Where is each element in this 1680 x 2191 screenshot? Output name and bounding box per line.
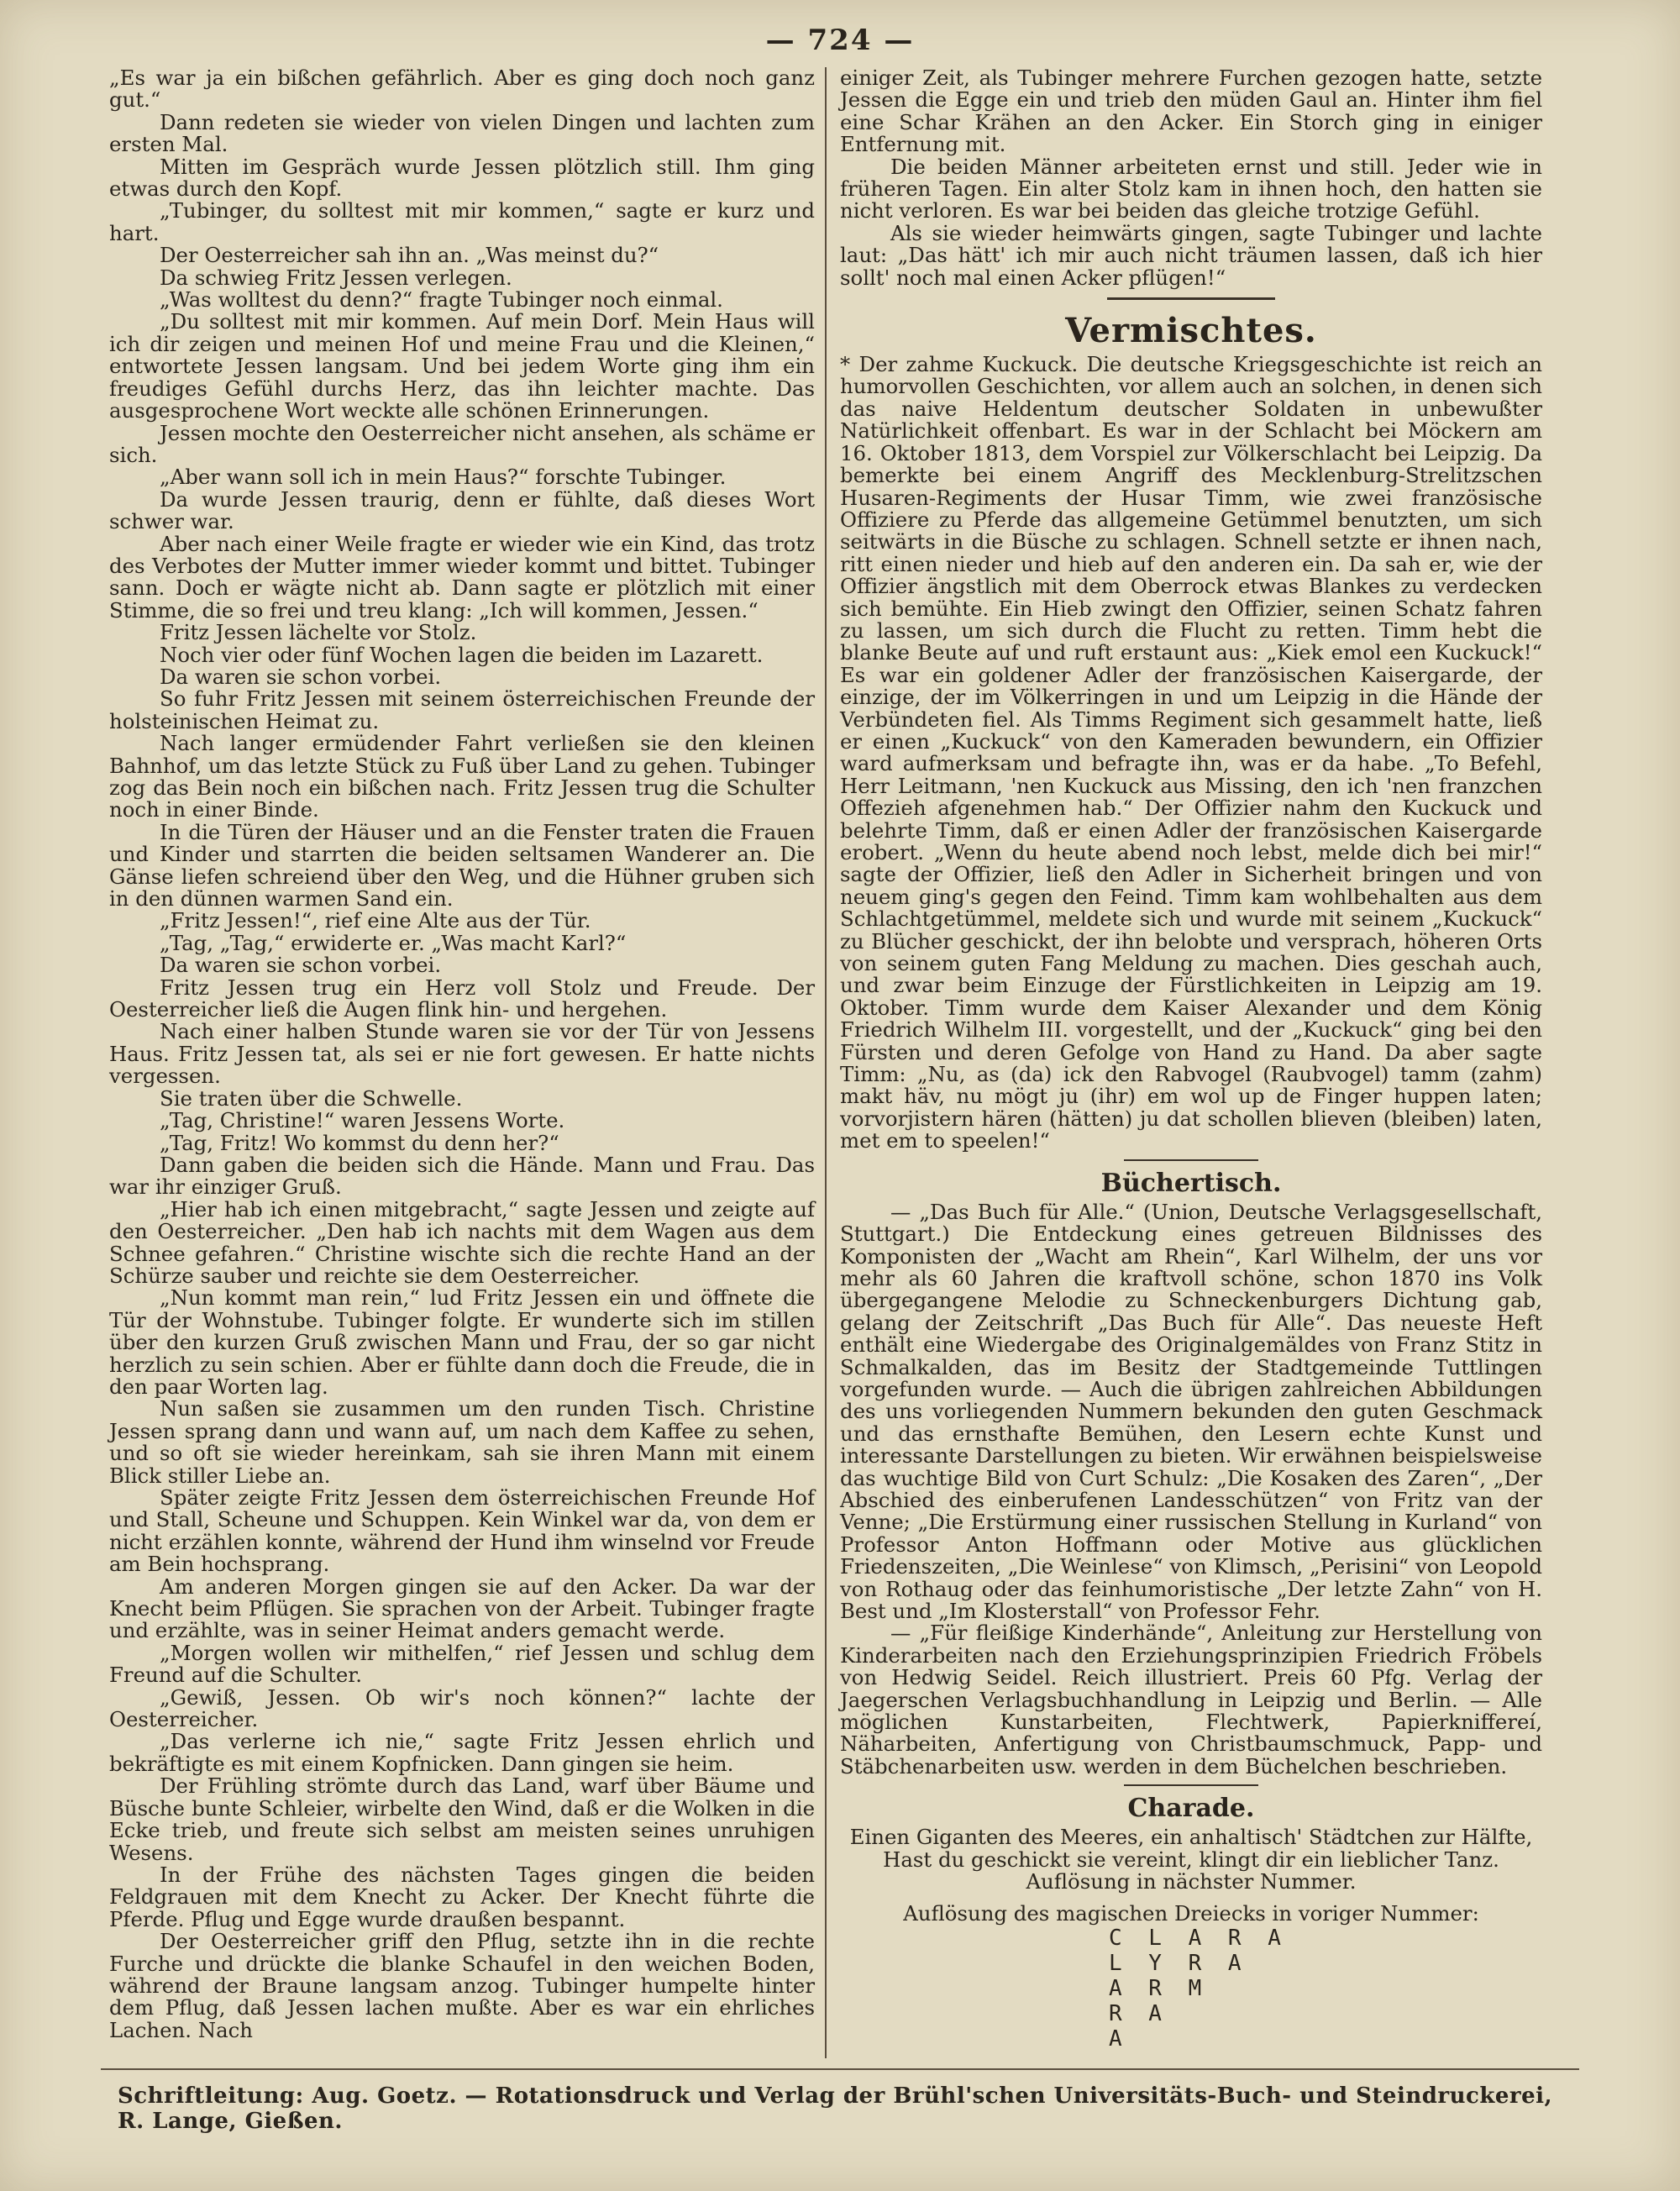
story-paragraph: Nun saßen sie zusammen um den runden Tisch. Christine Jessen sprang dann und wann auf, um nach dem Kaffee zu sehen, und so oft sie wieder hereinkam, sah sie ihren Mann mit einem Blick stiller Liebe an. — [109, 1396, 815, 1488]
story-paragraph: Später zeigte Fritz Jessen dem österreichischen Freunde Hof und Stall, Scheune und Schuppen. Kein Winkel war da, von dem er nicht erzählen konnte, während der Hund ihm winselnd vor Freude am Bein hochsprang. — [109, 1485, 815, 1577]
charade-heading: Charade. — [1127, 1794, 1255, 1824]
solution-row: A R M — [1109, 1975, 1209, 2001]
story-paragraph: Dann gaben die beiden sich die Hände. Mann und Frau. Das war ihr einziger Gruß. — [109, 1152, 815, 1200]
story-paragraph: Aber nach einer Weile fragte er wieder wie ein Kind, das trotz des Verbotes der Mutter immer wieder kommt und bittet. Tubinger sann. Doch er wägte nicht ab. Dann sagte er plötzlich mit einer Stimme, die so frei und treu klang: „Ich will kommen, Jessen.“ — [109, 531, 815, 623]
column-divider — [825, 67, 827, 2058]
buechertisch-heading: Büchertisch. — [1100, 1168, 1282, 1198]
story-paragraph: „Tag, „Tag,“ erwiderte er. „Was macht Karl?“ — [160, 930, 627, 955]
story-paragraph: Die beiden Männer arbeiteten ernst und still. Jeder wie in früheren Tagen. Ein alter Stolz kam in ihnen hoch, den hatten sie nicht verloren. Es war bei beiden das gleiche trotzige Gefühl. — [840, 154, 1542, 223]
story-paragraph: Da waren sie schon vorbei. — [160, 953, 442, 978]
story-paragraph: Fritz Jessen trug ein Herz voll Stolz und Freude. Der Oesterreicher ließ die Augen flink hin- und hergehen. — [109, 975, 815, 1022]
imprint-footer: Schriftleitung: Aug. Goetz. — Rotationsdruck und Verlag der Brühl'schen Universitäts-Buch- und Steindruckerei, R. Lange, Gießen. — [118, 2083, 1553, 2134]
story-paragraph: Als sie wieder heimwärts gingen, sagte Tubinger und lachte laut: „Das hätt' ich mir auch nicht träumen lassen, daß ich hier sollt' noch mal einen Acker pflügen!“ — [840, 220, 1542, 290]
solution-row: R A — [1109, 2000, 1168, 2026]
story-continuation — [840, 67, 1542, 289]
vermischtes-article: * Der zahme Kuckuck. Die deutsche Kriegsgeschichte ist reich an humorvollen Geschichten, vor allem auch an solchen, in denen sich das naive Heldentum deutscher Soldaten in unbewußter Natürlichkeit offenbart. Es war in der Schlacht bei Möckern am 16. Oktober 1813, dem Vorspiel zur Völkerschlacht bei Leipzig. Da bemerkte bei einem Angriff des Mecklenburg-Strelitzschen Husaren-Regiments der Husar Timm, wie zwei französische Offiziere zu Pferde das allgemeine Getümmel benutzten, um sich seitwärts in die Büsche zu schlagen. Schnell setzte er ihnen nach, ritt einen nieder und hieb auf den anderen ein. Da sah er, wie der Offizier ängstlich mit dem Oberrock etwas Blankes zu verdecken sich bemühte. Ein Hieb zwingt den Offizier, seinen Schatz fahren zu lassen, um sich durch die Flucht zu retten. Timm hebt die blanke Beute auf und ruft erstaunt aus: „Kiek emol een Kuckuck!“ Es war ein goldener Adler der französischen Kaisergarde, der einzige, der im Völkerringen in und um Leipzig in die Hände der Verbündeten fiel. Als Timms Regiment sich gesammelt hatte, ließ er einen „Kuckuck“ von den Kameraden bewundern, ein Offizier ward aufmerksam und befragte ihn, was er da habe. „To Befehl, Herr Leitmann, 'nen Kuckuck aus Missing, den ich 'nen franzchen Offezieh afgenehmen hab.“ Der Offizier nahm den Kuckuck und belehrte Timm, daß er einen Adler der französischen Kaisergarde erobert. „Wenn du heute abend noch lebst, melde dich bei mir!“ sagte der Offizier, ließ den Adler in Sicherheit bringen und von neuem ging's gegen den Feind. Timm kam wohlbehalten aus dem Schlachtgetümmel, meldete sich und wurde mit seinem „Kuckuck“ zu Blücher geschickt, der ihn belobte und versprach, höheren Orts von seinem guten Fang Meldung zu machen. Dies geschah auch, und zwar beim Einzuge der Fürstlichkeiten in Leipzig am 19. Oktober. Timm wurde dem Kaiser Alexander und dem König Friedrich Wilhelm III. vorgestellt, und der „Kuckuck“ ging bei den Fürsten und deren Gefolge von Hand zu Hand. Da aber sagte Timm: „Nu, as (da) ick den Rabvogel (Raubvogel) tamm (zahm) makt häv, nu mögt ju (ihr) em wol up de Finger huppen laten; vorvorjistern hären (hätten) ju dat schollen blieven (bleiben) laten, met em to speelen!“ — [840, 352, 1542, 1153]
book-review: — „Für fleißige Kinderhände“, Anleitung zur Herstellung von Kinderarbeiten nach den Erziehungsprinzipien Friedrich Fröbels von Hedwig Seidel. Reich illustriert. Preis 60 Pfg. Verlag der Jaegerschen Verlagsbuchhandlung in Leipzig und Berlin. — Alle möglichen Kunstarbeiten, Flechtwerk, Papierkniffereí, Näharbeiten, Anfertigung von Christbaumschmuck, Papp- und Stäbchenarbeiten usw. werden in dem Büchelchen beschrieben. — [840, 1621, 1542, 1779]
story-paragraph: Da schwieg Fritz Jessen verlegen. — [160, 265, 512, 290]
story-paragraph: Noch vier oder fünf Wochen lagen die beiden im Lazarett. — [160, 642, 764, 667]
footer-rule — [101, 2068, 1579, 2070]
story-paragraph: Am anderen Morgen gingen sie auf den Acker. Da war der Knecht beim Pflügen. Sie sprachen von der Arbeit. Tubinger fragte und erzählte, was in seiner Heimat anders gemacht werde. — [109, 1574, 815, 1643]
story-paragraph: Nach einer halben Stunde waren sie vor der Tür von Jessens Haus. Fritz Jessen tat, als sei er nie fort gewesen. Er hatte nichts vergessen. — [109, 1019, 815, 1089]
story-paragraph: Fritz Jessen lächelte vor Stolz. — [160, 620, 477, 645]
story-paragraph: „Gewiß, Jessen. Ob wir's noch können?“ lachte der Oesterreicher. — [109, 1684, 815, 1732]
page-number: — 724 — — [765, 24, 915, 57]
section-separator — [1124, 1159, 1258, 1161]
right-column — [840, 67, 1542, 2052]
story-paragraph: Der Oesterreicher griff den Pflug, setzte ihn in die rechte Furche und drückte die blanke Schaufel in den weichen Boden, während der Braune langsam anzog. Tubinger humpelte hinter dem Pflug, daß Jessen lachen mußte. Aber es war ein ehrliches Lachen. Nach — [109, 1929, 815, 2042]
story-paragraph: „Tubinger, du solltest mit mir kommen,“ sagte er kurz und hart. — [109, 198, 815, 245]
story-paragraph: Sie traten über die Schwelle. — [160, 1085, 463, 1111]
solution-row: A — [1109, 2025, 1129, 2052]
story-paragraph: In die Türen der Häuser und an die Fenster traten die Frauen und Kinder und starrten die beiden seltsamen Wanderer an. Die Gänse liefen schreiend über den Weg, und die Hühner gruben sich in den dünnen warmen Sand ein. — [109, 819, 815, 912]
magic-triangle-solution — [1109, 1926, 1542, 2052]
story-paragraph: Der Oesterreicher sah ihn an. „Was meinst du?“ — [160, 243, 659, 268]
story-paragraph: „Es war ja ein bißchen gefährlich. Aber es ging doch noch ganz gut.“ — [109, 66, 815, 113]
story-paragraph: Da wurde Jessen traurig, denn er fühlte, daß dieses Wort schwer war. — [109, 486, 815, 534]
story-paragraph: „Du solltest mit mir kommen. Auf mein Dorf. Mein Haus will ich dir zeigen und meinen Hof und meine Frau und die Kleinen,“ entwortete Jessen langsam. Und bei jedem Worte ging ihm ein freudiges Gefühl durchs Herz, das ihn leichter machte. Das ausgesprochene Wort weckte alle schönen Erinnerungen. — [109, 309, 815, 423]
section-separator — [1124, 1784, 1258, 1786]
left-column — [109, 67, 815, 2041]
charade-line: Einen Giganten des Meeres, ein anhaltisch' Städtchen zur Hälfte, — [849, 1825, 1533, 1850]
story-paragraph: Nach langer ermüdender Fahrt verließen sie den kleinen Bahnhof, um das letzte Stück zu Fuß über Land zu gehen. Tubinger zog das Bein noch ein bißchen nach. Fritz Jessen trug die Schulter noch in einer Binde. — [109, 731, 815, 822]
vermischtes-heading: Vermischtes. — [1065, 311, 1317, 351]
book-review: — „Das Buch für Alle.“ (Union, Deutsche Verlagsgesellschaft, Stuttgart.) Die Entdeckung eines getreuen Bildnisses des Komponisten der „Wacht am Rhein“, Karl Wilhelm, der uns vor mehr als 60 Jahren die kraftvoll schöne, schon 1870 ins Volk übergegangene Melodie zu Schneckenburgers Dichtung gab, gelang der Zeitschrift „Das Buch für Alle“. Das neueste Heft enthält eine Wiedergabe des Originalgemäldes von Franz Stitz in Schmalkalden, das im Besitz der Stadtgemeinde Tuttlingen vorgefunden wurde. — Auch die übrigen zahlreichen Abbildungen des uns vorliegenden Nummern bekunden den guten Geschmack und das ernsthafte Bemühen, den Lesern echte Kunst und interessante Darstellungen zu bieten. Wir erwähnen beispielsweise das wuchtige Bild von Curt Schulz: „Die Kosaken des Zaren“, „Der Abschied des einberufenen Landesschützen“ von Fritz van der Venne; „Die Erstürmung einer russischen Stellung in Kurland“ von Professor Anton Hoffmann oder Motive aus glücklichen Friedenszeiten, „Die Weinlese“ von Klimsch, „Perisini“ von Leopold von Rothaug oder das feinhumoristische „Der letzte Zahn“ von H. Best und „Im Klosterstall“ von Professor Fehr. — [840, 1199, 1542, 1623]
solution-title: Auflösung des magischen Dreiecks in voriger Nummer: — [903, 1901, 1479, 1926]
story-paragraph: So fuhr Fritz Jessen mit seinem österreichischen Freunde der holsteinischen Heimat zu. — [109, 686, 815, 733]
section-separator — [1107, 297, 1275, 300]
story-paragraph: „Morgen wollen wir mithelfen,“ rief Jessen und schlug dem Freund auf die Schulter. — [109, 1640, 815, 1688]
charade-note: Auflösung in nächster Nummer. — [1026, 1869, 1357, 1894]
story-paragraph: Der Frühling strömte durch das Land, warf über Bäume und Büsche bunte Schleier, wirbelte den Wind, daß er die Wolken in die Ecke trieb, und freute sich selbst am meisten seines unruhigen Wesens. — [109, 1773, 815, 1865]
story-paragraph: Jessen mochte den Oesterreicher nicht ansehen, als schäme er sich. — [109, 420, 815, 467]
story-paragraph: „Nun kommt man rein,“ lud Fritz Jessen ein und öffnete die Tür der Wohnstube. Tubinger folgte. Er wunderte sich im stillen über den kurzen Gruß zwischen Mann und Frau, der so gar nicht herzlich zu sein schien. Aber er fühlte dann doch die Freude, die in den paar Worten lag. — [109, 1285, 815, 1399]
story-paragraph: „Das verlerne ich nie,“ sagte Fritz Jessen ehrlich und bekräftigte es mit einem Kopfnicken. Dann gingen sie heim. — [109, 1729, 815, 1776]
story-paragraph: Da waren sie schon vorbei. — [160, 664, 442, 689]
story-paragraph: „Tag, Fritz! Wo kommst du denn her?“ — [160, 1130, 559, 1155]
solution-row: C L A R A — [1109, 1925, 1288, 1951]
story-paragraph: „Aber wann soll ich in mein Haus?“ forschte Tubinger. — [160, 465, 727, 490]
story-paragraph: Dann redeten sie wieder von vielen Dingen und lachten zum ersten Mal. — [109, 109, 815, 157]
charade-line: Hast du geschickt sie vereint, klingt dir ein lieblicher Tanz. — [883, 1847, 1499, 1872]
story-paragraph: In der Frühe des nächsten Tages gingen die beiden Feldgrauen mit dem Knecht zu Acker. Der Knecht führte die Pferde. Pflug und Egge wurde draußen bespannt. — [109, 1862, 815, 1931]
solution-row: L Y R A — [1109, 1950, 1248, 1976]
story-paragraph: Mitten im Gespräch wurde Jessen plötzlich still. Ihm ging etwas durch den Kopf. — [109, 154, 815, 202]
story-paragraph: „Fritz Jessen!“, rief eine Alte aus der Tür. — [160, 908, 591, 933]
story-paragraph: „Tag, Christine!“ waren Jessens Worte. — [160, 1108, 565, 1133]
story-paragraph: „Was wolltest du denn?“ fragte Tubinger noch einmal. — [160, 287, 723, 313]
story-paragraph: „Hier hab ich einen mitgebracht,“ sagte Jessen und zeigte auf den Oesterreicher. „Den hab ich nachts mit dem Wagen aus dem Schnee gefahren.“ Christine wischte sich die rechte Hand an der Schürze sauber und reichte sie dem Oesterreicher. — [109, 1196, 815, 1288]
story-paragraph: einiger Zeit, als Tubinger mehrere Furchen gezogen hatte, setzte Jessen die Egge ein und trieb den müden Gaul an. Hinter ihm fiel eine Schar Krähen an den Acker. Ein Storch ging in einiger Entfernung mit. — [840, 66, 1542, 157]
